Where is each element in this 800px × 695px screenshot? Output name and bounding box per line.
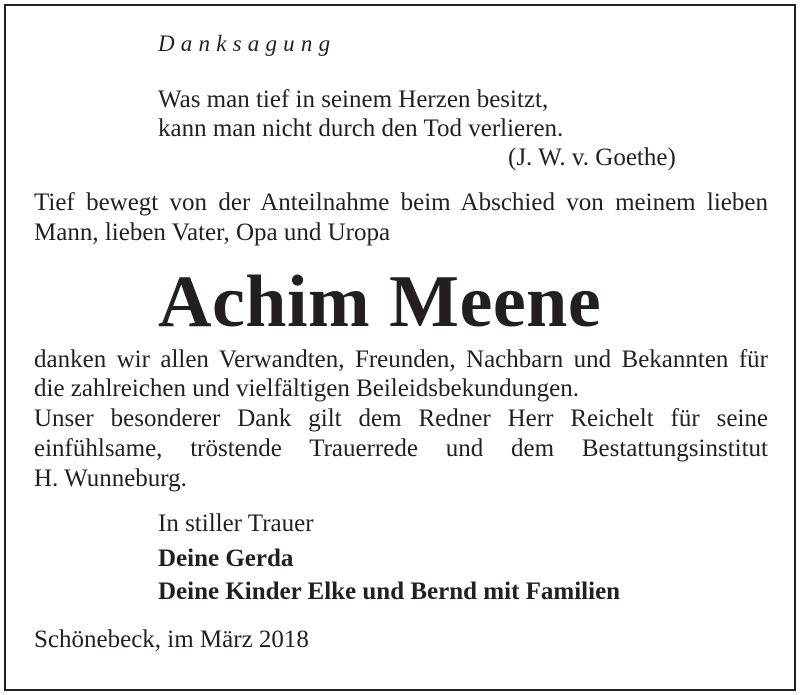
signature-line-2: Deine Gerda <box>158 545 294 572</box>
place-date: Schönebeck, im März 2018 <box>34 626 309 653</box>
deceased-name: Achim Meene <box>158 261 602 343</box>
body-line-3: Unser besonderer Dank gilt dem Redner Herr Reichelt für seine <box>34 405 768 432</box>
signature-line-3: Deine Kinder Elke und Bernd mit Familien <box>158 578 621 605</box>
intro-line-2: Mann, lieben Vater, Opa und Uropa <box>34 219 391 246</box>
signature-line-1: In stiller Trauer <box>158 510 314 537</box>
body-line-2: die zahlreichen und vielfältigen Beileidsbekundungen. <box>34 375 579 402</box>
quote-author: (J. W. v. Goethe) <box>508 144 676 171</box>
quote-line-2: kann man nicht durch den Tod verlieren. <box>158 115 564 142</box>
body-line-4: einfühlsame, tröstende Trauerrede und dem Bestattungsinstitut <box>34 435 768 462</box>
notice-heading: Danksagung <box>158 31 337 56</box>
intro-line-1: Tief bewegt von der Anteilnahme beim Abschied von meinem lieben <box>34 189 768 216</box>
quote-line-1: Was man tief in seinem Herzen besitzt, <box>158 86 549 113</box>
body-line-1: danken wir allen Verwandten, Freunden, Nachbarn und Bekannten für <box>34 346 768 373</box>
body-line-5: H. Wunneburg. <box>34 465 187 492</box>
